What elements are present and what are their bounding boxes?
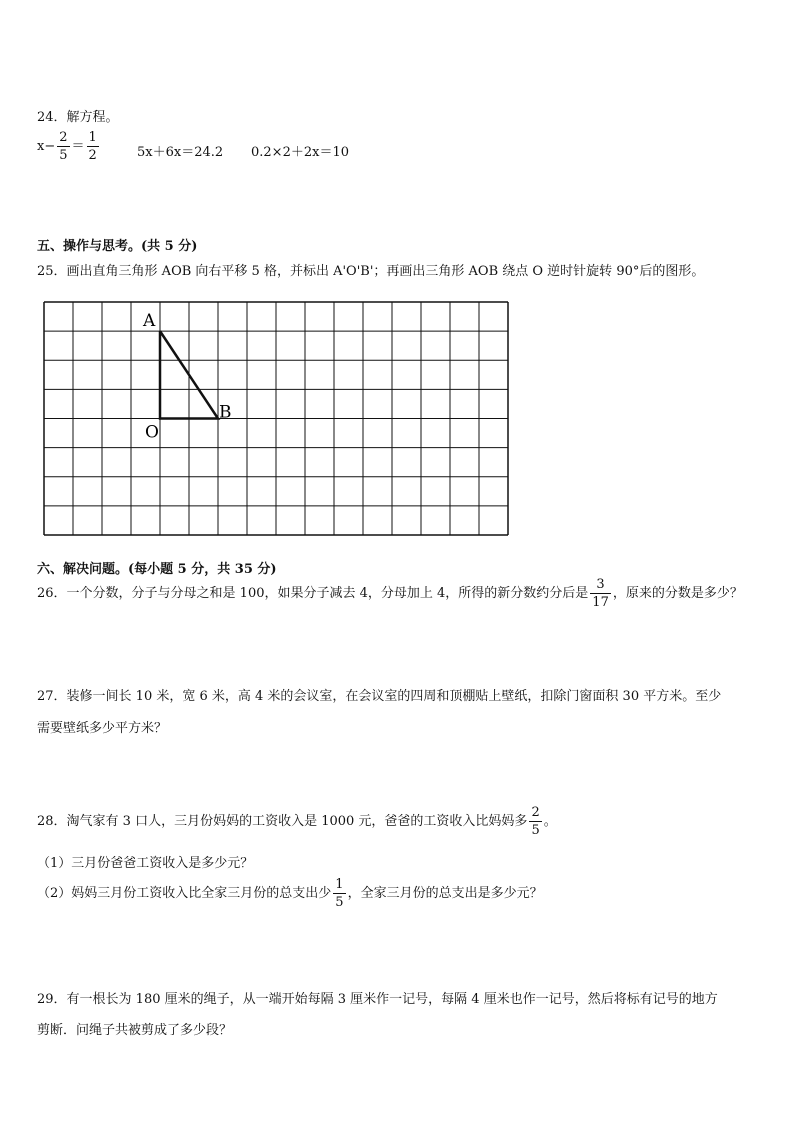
fraction-denominator: 5 [59, 148, 68, 163]
fraction-denominator: 5 [531, 823, 540, 838]
q24-equation-3: 0.2×2＋2x＝10 [251, 145, 349, 160]
q24-eq1-equals: ＝ [71, 139, 85, 154]
fraction-numerator: 2 [531, 805, 540, 820]
q27-line-1: 27．装修一间长 10 米，宽 6 米，高 4 米的会议室，在会议室的四周和顶棚贴上壁纸，扣除门窗面积 30 平方米。至少 [37, 689, 722, 704]
fraction-numerator: 2 [59, 130, 68, 145]
q24-equation-2: 5x＋6x＝24.2 [137, 145, 224, 160]
q28-sub2-fraction [333, 878, 345, 909]
q28-sub2-text: （2）妈妈三月份工资收入比全家三月份的总支出少 [37, 886, 332, 901]
q26-tail: ，原来的分数是多少？ [612, 586, 743, 601]
q29-line-1: 29．有一根长为 180 厘米的绳子，从一端开始每隔 3 厘米作一记号，每隔 4 厘米也作一记号，然后将标有记号的地方 [37, 992, 718, 1007]
vertex-label-b: B [219, 402, 232, 423]
q28-text: 28．淘气家有 3 口人，三月份妈妈的工资收入是 1000 元，爸爸的工资收入比妈妈多 [37, 814, 528, 829]
fraction-numerator: 3 [590, 578, 611, 594]
grid-canvas [43, 301, 509, 536]
q27-line-2: 需要壁纸多少平方米？ [37, 721, 168, 736]
q25-grid-figure [43, 301, 509, 536]
q26 [37, 578, 743, 609]
q28 [37, 806, 557, 837]
q26-text: 26．一个分数，分子与分母之和是 100，如果分子减去 4，分母加上 4，所得的新分数约分后是 [37, 586, 589, 601]
vertex-label-a: A [143, 311, 156, 332]
fraction-denominator: 17 [592, 595, 609, 610]
q28-tail: 。 [543, 814, 557, 829]
q28-sub-1: （1）三月份爸爸工资收入是多少元？ [37, 856, 254, 871]
q24-title: 24．解方程。 [37, 110, 119, 125]
fraction-numerator: 1 [88, 130, 97, 145]
fraction-denominator: 2 [88, 148, 97, 163]
q26-fraction [590, 578, 611, 609]
q28-sub2-tail: ，全家三月份的总支出是多少元？ [347, 886, 543, 901]
q24-eq1-lhs: x− [37, 139, 56, 154]
q25-text: 25．画出直角三角形 AOB 向右平移 5 格，并标出 A'O'B'；再画出三角形 AOB 绕点 O 逆时针旋转 90°后的图形。 [37, 264, 705, 279]
fraction-denominator: 5 [335, 895, 344, 910]
q24-eq1-fraction-2 [87, 131, 99, 162]
fraction-numerator: 1 [335, 877, 344, 892]
section-5-title: 五、操作与思考。(共 5 分) [37, 239, 198, 254]
q28-sub-2 [37, 878, 543, 909]
q24-equation-1 [37, 131, 101, 162]
vertex-label-o: O [145, 422, 159, 443]
section-6-title: 六、解决问题。(每小题 5 分，共 35 分) [37, 562, 277, 577]
grid-lines [44, 302, 508, 535]
q29-line-2: 剪断．问绳子共被剪成了多少段？ [37, 1023, 233, 1038]
q24-eq1-fraction-1 [57, 131, 69, 162]
q28-fraction [529, 806, 541, 837]
